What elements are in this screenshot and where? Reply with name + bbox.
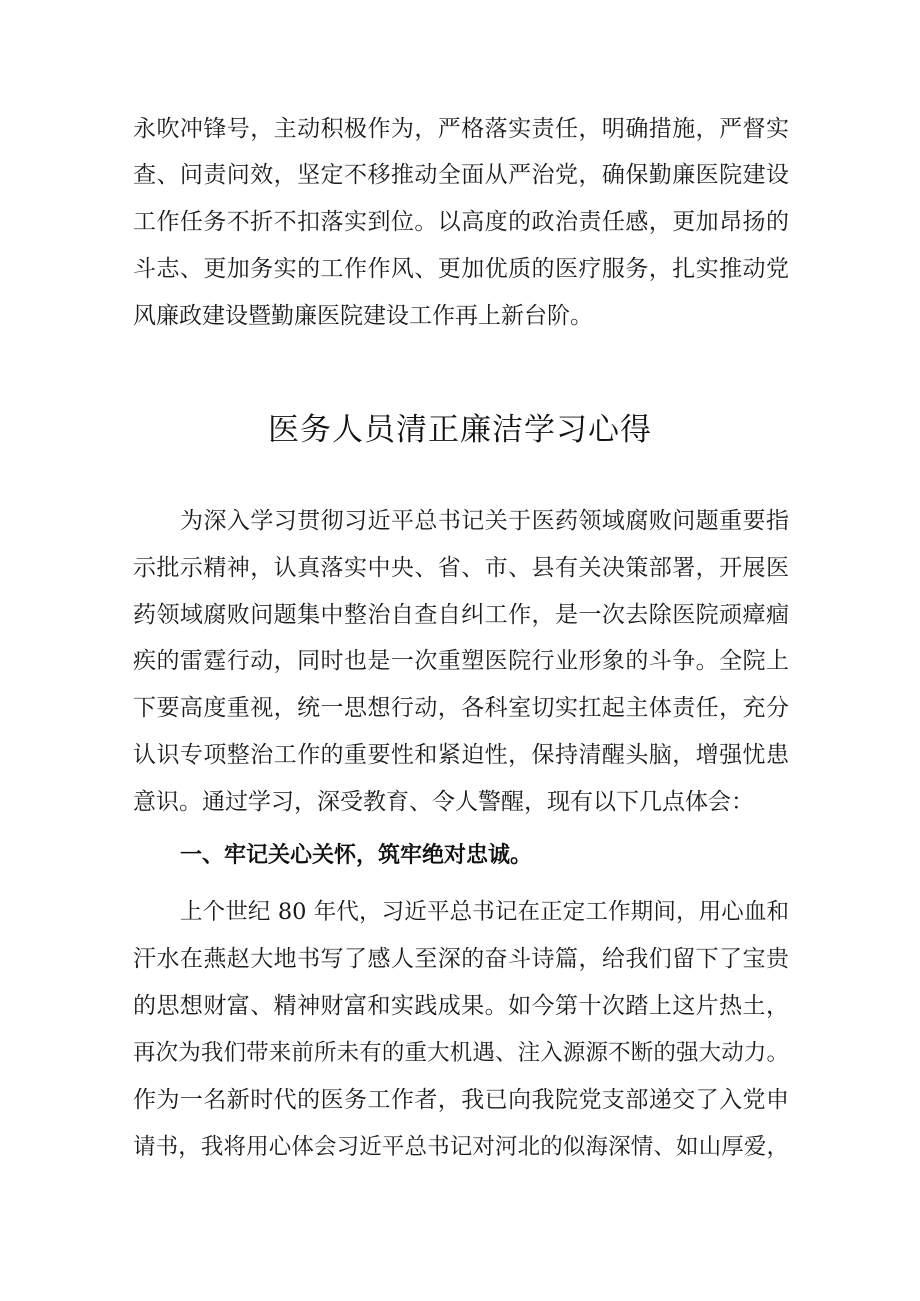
para2-line-3: 的思想财富、精神财富和实践成果。如今第十次踏上这片热土，: [133, 993, 789, 1019]
intro-line-2: 查、问责问效，坚定不移推动全面从严治党，确保勤廉医院建设: [133, 162, 789, 188]
intro-line-1: 永吹冲锋号，主动积极作为，严格落实责任，明确措施，严督实: [133, 116, 789, 142]
intro-line-5: 风廉政建设暨勤廉医院建设工作再上新台阶。: [133, 303, 593, 329]
para2-line-1: 上个世纪 80 年代，习近平总书记在正定工作期间，用心血和: [180, 899, 789, 925]
intro-line-3: 工作任务不折不扣落实到位。以高度的政治责任感，更加昂扬的: [133, 209, 789, 235]
para1-line-7: 意识。通过学习，深受教育、令人警醒，现有以下几点体会：: [133, 789, 754, 815]
para2-line-4: 再次为我们带来前所未有的重大机遇、注入源源不断的强大动力。: [133, 1040, 789, 1066]
para1-line-1: 为深入学习贯彻习近平总书记关于医药领域腐败问题重要指: [180, 508, 789, 534]
article-title: 医务人员清正廉洁学习心得: [268, 412, 652, 448]
para1-line-5: 下要高度重视，统一思想行动，各科室切实扛起主体责任，充分: [133, 695, 789, 721]
para1-line-6: 认识专项整治工作的重要性和紧迫性，保持清醒头脑，增强忧患: [133, 742, 789, 768]
intro-line-4: 斗志、更加务实的工作作风、更加优质的医疗服务，扎实推动党: [133, 256, 789, 282]
section-heading-1: 一、牢记关心关怀，筑牢绝对忠诚。: [180, 843, 533, 868]
para1-line-2: 示批示精神，认真落实中央、省、市、县有关决策部署，开展医: [133, 555, 789, 581]
para1-line-4: 疾的雷霆行动，同时也是一次重塑医院行业形象的斗争。全院上: [133, 648, 789, 674]
para2-line-2: 汗水在燕赵大地书写了感人至深的奋斗诗篇，给我们留下了宝贵: [133, 946, 789, 972]
para1-line-3: 药领域腐败问题集中整治自查自纠工作，是一次去除医院顽瘴痼: [133, 602, 789, 628]
para2-line-6: 请书，我将用心体会习近平总书记对河北的似海深情、如山厚爱，: [133, 1134, 789, 1160]
para2-line-5: 作为一名新时代的医务工作者，我已向我院党支部递交了入党申: [133, 1087, 789, 1113]
